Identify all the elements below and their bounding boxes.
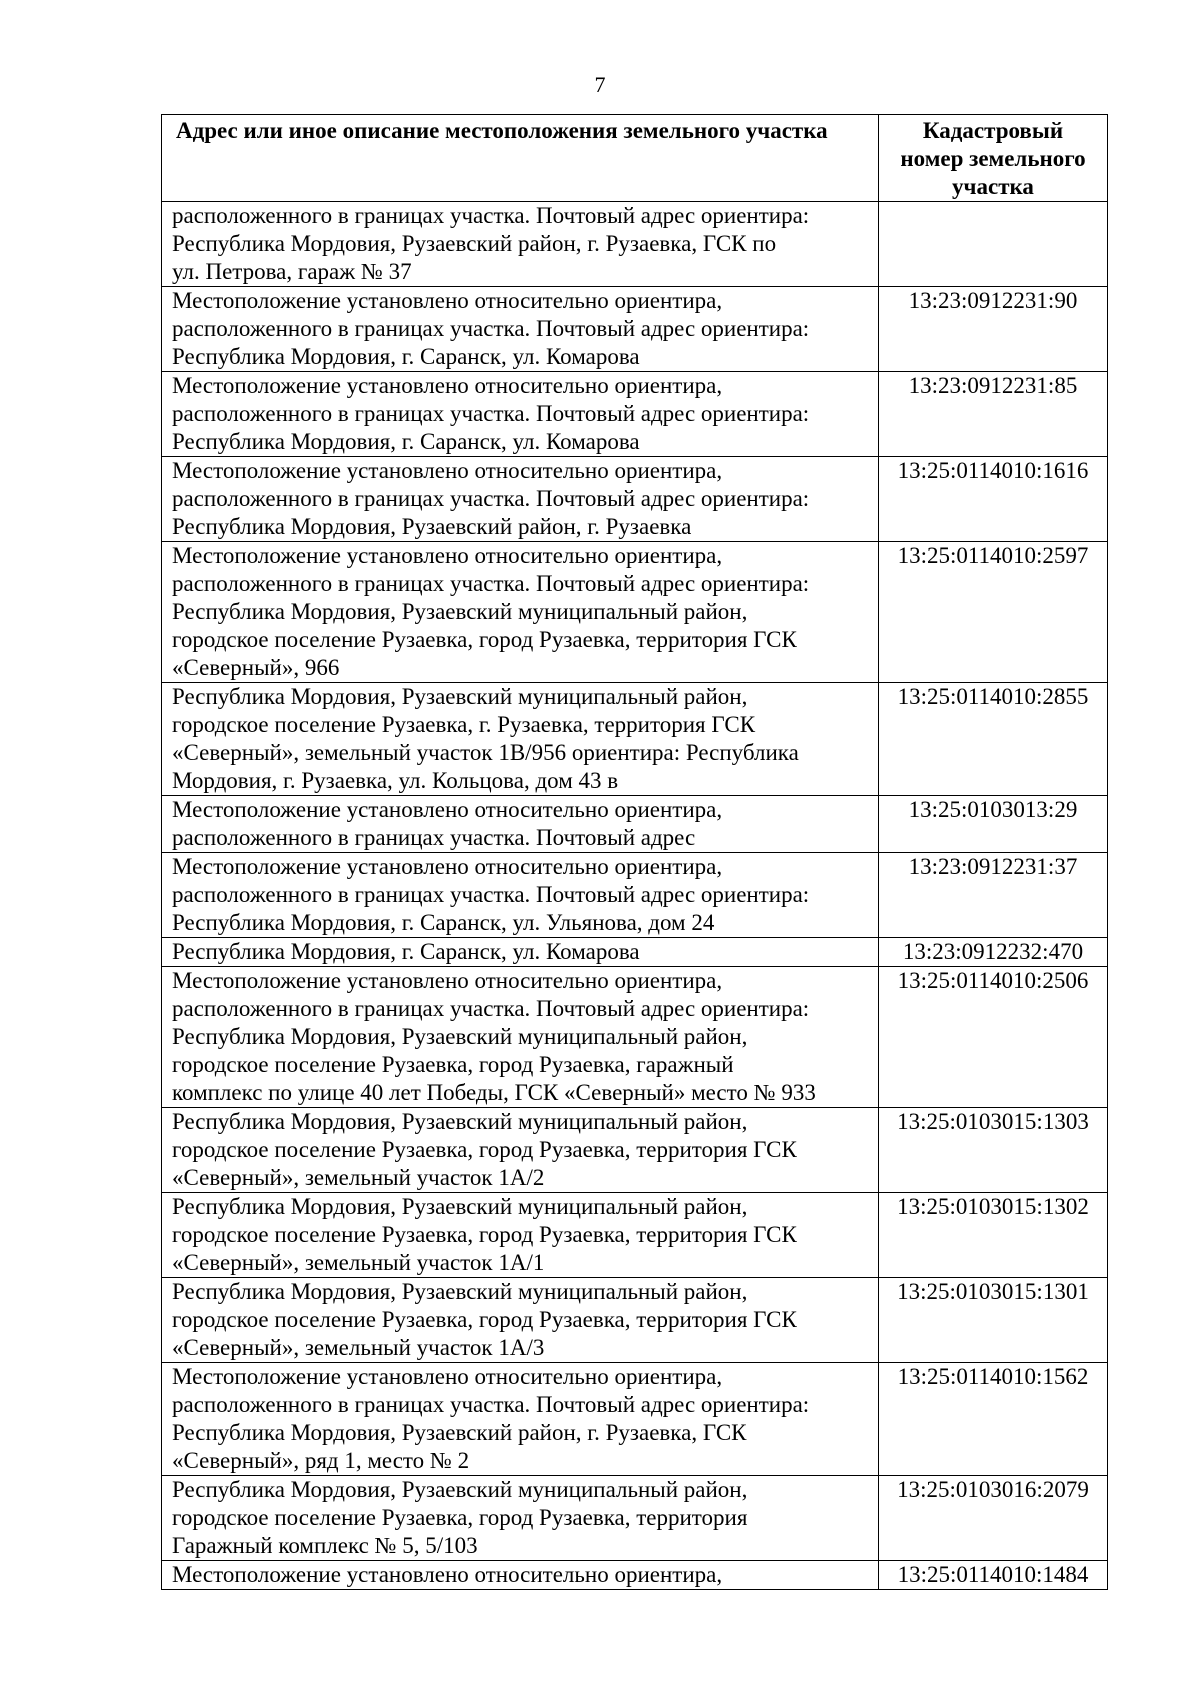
cadastral-number-cell: 13:25:0114010:1616 <box>879 457 1108 542</box>
address-line: Республика Мордовия, Рузаевский муниципальный район, <box>172 599 748 624</box>
cadastral-number-cell: 13:25:0103015:1303 <box>879 1108 1108 1193</box>
address-cell <box>162 1193 879 1278</box>
address-line: расположенного в границах участка. Почтовый адрес ориентира: <box>172 203 810 228</box>
table-row <box>162 202 1108 287</box>
table-row <box>162 967 1108 1108</box>
table-row <box>162 1193 1108 1278</box>
cadastral-number-cell: 13:25:0103015:1301 <box>879 1278 1108 1363</box>
cadastral-number-cell: 13:25:0114010:2506 <box>879 967 1108 1108</box>
address-line: Местоположение установлено относительно ориентира, <box>172 1562 723 1587</box>
address-line: Республика Мордовия, Рузаевский муниципальный район, <box>172 684 748 709</box>
cadastral-number-cell <box>879 202 1108 287</box>
address-line: городское поселение Рузаевка, г. Рузаевка, территория ГСК <box>172 712 756 737</box>
cadastral-number-cell: 13:25:0114010:2855 <box>879 683 1108 796</box>
address-line: городское поселение Рузаевка, город Рузаевка, территория ГСК <box>172 1307 797 1332</box>
table-header-row <box>162 115 1108 202</box>
address-cell <box>162 1278 879 1363</box>
address-line: расположенного в границах участка. Почтовый адрес ориентира: <box>172 316 810 341</box>
address-line: Местоположение установлено относительно ориентира, <box>172 458 723 483</box>
address-cell <box>162 202 879 287</box>
address-line: Местоположение установлено относительно ориентира, <box>172 288 723 313</box>
address-line: Гаражный комплекс № 5, 5/103 <box>172 1533 478 1558</box>
address-line: Мордовия, г. Рузаевка, ул. Кольцова, дом 43 в <box>172 768 619 793</box>
address-line: Местоположение установлено относительно ориентира, <box>172 1364 723 1389</box>
address-cell <box>162 457 879 542</box>
address-cell <box>162 853 879 938</box>
address-line: Республика Мордовия, Рузаевский муниципальный район, <box>172 1279 748 1304</box>
table-row <box>162 1108 1108 1193</box>
header-cadastral-number <box>879 115 1108 202</box>
address-line: «Северный», 966 <box>172 655 340 680</box>
address-line: «Северный», земельный участок 1В/956 ориентира: Республика <box>172 740 799 765</box>
address-line: городское поселение Рузаевка, город Рузаевка, территория ГСК <box>172 627 797 652</box>
address-line: городское поселение Рузаевка, город Рузаевка, территория <box>172 1505 748 1530</box>
table-body <box>162 202 1108 1590</box>
cadastral-number-cell: 13:25:0114010:1562 <box>879 1363 1108 1476</box>
address-cell <box>162 1561 879 1590</box>
address-line: городское поселение Рузаевка, город Рузаевка, территория ГСК <box>172 1222 797 1247</box>
address-line: ул. Петрова, гараж № 37 <box>172 259 412 284</box>
address-line: «Северный», земельный участок 1А/1 <box>172 1250 545 1275</box>
header-address: Адрес или иное описание местоположения земельного участка <box>162 115 879 202</box>
address-line: расположенного в границах участка. Почтовый адрес ориентира: <box>172 996 810 1021</box>
address-line: «Северный», земельный участок 1А/2 <box>172 1165 545 1190</box>
address-line: комплекс по улице 40 лет Победы, ГСК «Северный» место № 933 <box>172 1080 816 1105</box>
header-cadastral-line: участка <box>952 174 1034 199</box>
address-cell <box>162 1476 879 1561</box>
address-line: Республика Мордовия, г. Саранск, ул. Ульянова, дом 24 <box>172 910 715 935</box>
address-line: расположенного в границах участка. Почтовый адрес ориентира: <box>172 401 810 426</box>
address-line: Республика Мордовия, г. Саранск, ул. Комарова <box>172 344 640 369</box>
address-line: Местоположение установлено относительно ориентира, <box>172 373 723 398</box>
address-cell <box>162 287 879 372</box>
address-line: Местоположение установлено относительно ориентира, <box>172 797 723 822</box>
cadastral-number-cell: 13:25:0103015:1302 <box>879 1193 1108 1278</box>
table-row <box>162 287 1108 372</box>
address-line: расположенного в границах участка. Почтовый адрес <box>172 825 696 850</box>
address-line: Республика Мордовия, Рузаевский муниципальный район, <box>172 1194 748 1219</box>
cadastral-number-cell: 13:25:0114010:2597 <box>879 542 1108 683</box>
cadastral-number-cell: 13:23:0912231:85 <box>879 372 1108 457</box>
land-plots-table <box>161 114 1108 1590</box>
address-cell <box>162 683 879 796</box>
table-row <box>162 542 1108 683</box>
address-line: расположенного в границах участка. Почтовый адрес ориентира: <box>172 571 810 596</box>
address-line: Республика Мордовия, Рузаевский район, г. Рузаевка, ГСК <box>172 1420 747 1445</box>
address-line: Республика Мордовия, Рузаевский муниципальный район, <box>172 1024 748 1049</box>
address-line: Республика Мордовия, г. Саранск, ул. Комарова <box>172 429 640 454</box>
address-cell <box>162 967 879 1108</box>
table-row <box>162 938 1108 967</box>
address-cell <box>162 1108 879 1193</box>
address-line: расположенного в границах участка. Почтовый адрес ориентира: <box>172 882 810 907</box>
address-line: Республика Мордовия, г. Саранск, ул. Комарова <box>172 939 640 964</box>
table-row <box>162 1278 1108 1363</box>
cadastral-number-cell: 13:25:0114010:1484 <box>879 1561 1108 1590</box>
address-cell <box>162 796 879 853</box>
address-line: Республика Мордовия, Рузаевский муниципальный район, <box>172 1109 748 1134</box>
address-line: Республика Мордовия, Рузаевский муниципальный район, <box>172 1477 748 1502</box>
address-line: расположенного в границах участка. Почтовый адрес ориентира: <box>172 1392 810 1417</box>
cadastral-number-cell: 13:23:0912232:470 <box>879 938 1108 967</box>
address-line: городское поселение Рузаевка, город Рузаевка, территория ГСК <box>172 1137 797 1162</box>
address-cell <box>162 1363 879 1476</box>
address-line: «Северный», земельный участок 1А/3 <box>172 1335 545 1360</box>
cadastral-number-cell: 13:23:0912231:90 <box>879 287 1108 372</box>
cadastral-number-cell: 13:23:0912231:37 <box>879 853 1108 938</box>
table-row <box>162 683 1108 796</box>
page-number: 7 <box>594 72 606 97</box>
address-line: городское поселение Рузаевка, город Рузаевка, гаражный <box>172 1052 734 1077</box>
table-row <box>162 853 1108 938</box>
header-cadastral-line: номер земельного <box>900 146 1086 171</box>
address-line: Республика Мордовия, Рузаевский район, г. Рузаевка <box>172 514 692 539</box>
table-row <box>162 457 1108 542</box>
table-row <box>162 372 1108 457</box>
table-row <box>162 1363 1108 1476</box>
address-line: Местоположение установлено относительно ориентира, <box>172 543 723 568</box>
header-cadastral-line: Кадастровый <box>922 118 1064 143</box>
cadastral-number-cell: 13:25:0103013:29 <box>879 796 1108 853</box>
address-line: Республика Мордовия, Рузаевский район, г. Рузаевка, ГСК по <box>172 231 777 256</box>
cadastral-number-cell: 13:25:0103016:2079 <box>879 1476 1108 1561</box>
table-row <box>162 796 1108 853</box>
address-line: Местоположение установлено относительно ориентира, <box>172 968 723 993</box>
address-line: расположенного в границах участка. Почтовый адрес ориентира: <box>172 486 810 511</box>
address-line: «Северный», ряд 1, место № 2 <box>172 1448 470 1473</box>
table-row <box>162 1476 1108 1561</box>
address-cell <box>162 542 879 683</box>
address-cell <box>162 938 879 967</box>
table-row <box>162 1561 1108 1590</box>
address-line: Местоположение установлено относительно ориентира, <box>172 854 723 879</box>
address-cell <box>162 372 879 457</box>
